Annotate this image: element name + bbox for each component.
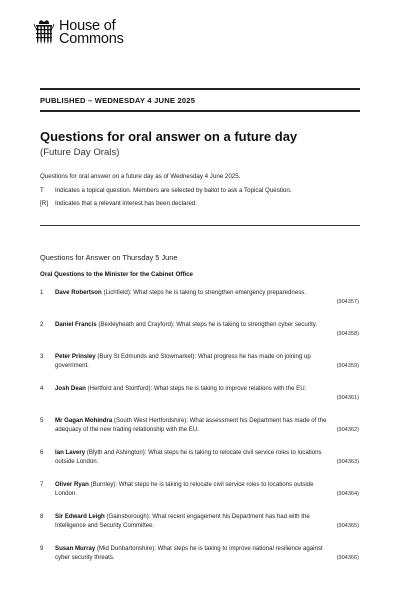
question-number: 8 <box>40 513 44 520</box>
question-number: 7 <box>40 481 44 488</box>
member-name: Ian Lavery <box>55 449 86 456</box>
question-reference: (904358) <box>336 331 359 337</box>
question-body: : What steps he is taking to strengthen cyber security. <box>172 321 318 328</box>
question-reference: (904357) <box>336 299 359 305</box>
question-reference: (904359) <box>336 363 359 369</box>
question-list <box>40 289 360 577</box>
question-number: 5 <box>40 417 44 424</box>
legend-topical <box>40 187 292 194</box>
question-reference: (904365) <box>336 523 359 529</box>
question-number: 4 <box>40 385 44 392</box>
question-number: 1 <box>40 289 44 296</box>
question-number: 6 <box>40 449 44 456</box>
question-text <box>55 545 337 563</box>
section-heading: Questions for Answer on Thursday 5 June <box>40 253 178 262</box>
portcullis-icon <box>33 20 55 44</box>
member-name: Oliver Ryan <box>55 481 89 488</box>
question-reference: (904363) <box>336 459 359 465</box>
question-text <box>55 289 337 298</box>
question-text <box>55 353 337 371</box>
logo-line-2: Commons <box>59 31 124 47</box>
question-body: : What steps he is taking to improve relations with the EU. <box>150 385 307 392</box>
constituency: (Blyth and Ashington) <box>86 449 145 456</box>
member-name: Susan Murray <box>55 545 96 552</box>
question-text <box>55 385 337 394</box>
question-text <box>55 513 337 531</box>
question-reference: (904364) <box>336 491 359 497</box>
question-body: : What steps he is taking to improve national resilience against cyber security threats. <box>55 545 323 561</box>
logo-line-1: House of <box>59 18 116 34</box>
published-divider <box>40 110 360 112</box>
question-body: : What steps he is taking to relocate civil service roles to locations outside London. <box>55 449 322 465</box>
question-text <box>55 417 337 435</box>
question-text <box>55 321 337 330</box>
legend-key: T <box>40 187 44 194</box>
legend-text: Indicates that a relevant interest has been declared. <box>55 200 198 207</box>
logo-wordmark <box>59 20 124 46</box>
member-name: Sir Edward Leigh <box>55 513 105 520</box>
question-reference: (904366) <box>336 555 359 561</box>
top-divider <box>40 88 360 90</box>
legend-text: Indicates a topical question. Members are selected by ballot to ask a Topical Question. <box>55 187 292 194</box>
intro-divider <box>40 225 360 226</box>
constituency: (Bexleyheath and Crayford) <box>98 321 173 328</box>
question-reference: (904362) <box>336 427 359 433</box>
question-item <box>40 289 360 321</box>
question-item <box>40 481 360 513</box>
constituency: (South West Hertfordshire) <box>113 417 187 424</box>
question-number: 2 <box>40 321 44 328</box>
constituency: (Hertford and Stortford) <box>87 385 151 392</box>
legend-interest <box>40 200 197 207</box>
constituency: (Lichfield) <box>103 289 130 296</box>
question-body: : What steps he is taking to relocate civil service roles to locations outside London. <box>55 481 314 497</box>
member-name: Peter Prinsley <box>55 353 96 360</box>
constituency: (Bury St Edmunds and Stowmarket) <box>97 353 195 360</box>
subsection-heading: Oral Questions to the Minister for the Cabinet Office <box>40 271 193 278</box>
page-subtitle: (Future Day Orals) <box>40 147 120 158</box>
question-item <box>40 417 360 449</box>
constituency: (Mid Dunbartonshire) <box>97 545 155 552</box>
intro-text: Questions for oral answer on a future day as of Wednesday 4 June 2025. <box>40 173 241 180</box>
question-item <box>40 321 360 353</box>
page-title: Questions for oral answer on a future day <box>40 129 298 144</box>
question-item <box>40 513 360 545</box>
question-item <box>40 545 360 577</box>
question-text <box>55 481 337 499</box>
question-item <box>40 353 360 385</box>
member-name: Josh Dean <box>55 385 86 392</box>
question-body: : What progress he has made on joining up government. <box>55 353 311 369</box>
constituency: (Gainsborough) <box>106 513 149 520</box>
question-number: 9 <box>40 545 44 552</box>
member-name: Daniel Francis <box>55 321 97 328</box>
question-text <box>55 449 337 467</box>
question-body: : What steps he is taking to strengthen emergency preparedness. <box>129 289 306 296</box>
question-item <box>40 385 360 417</box>
member-name: Mr Gagan Mohindra <box>55 417 113 424</box>
question-item <box>40 449 360 481</box>
constituency: (Burnley) <box>90 481 116 488</box>
question-number: 3 <box>40 353 44 360</box>
house-of-commons-logo <box>33 20 124 46</box>
published-date: PUBLISHED – WEDNESDAY 4 JUNE 2025 <box>40 96 196 105</box>
member-name: Dave Robertson <box>55 289 102 296</box>
legend-key: [R] <box>40 200 48 207</box>
question-body: : What recent engagement his Department has had with the Intelligence and Security Committee. <box>55 513 310 529</box>
question-reference: (904361) <box>336 395 359 401</box>
question-body: : What assessment his Department has made of the adequacy of the new trading relationship with the EU. <box>55 417 327 433</box>
